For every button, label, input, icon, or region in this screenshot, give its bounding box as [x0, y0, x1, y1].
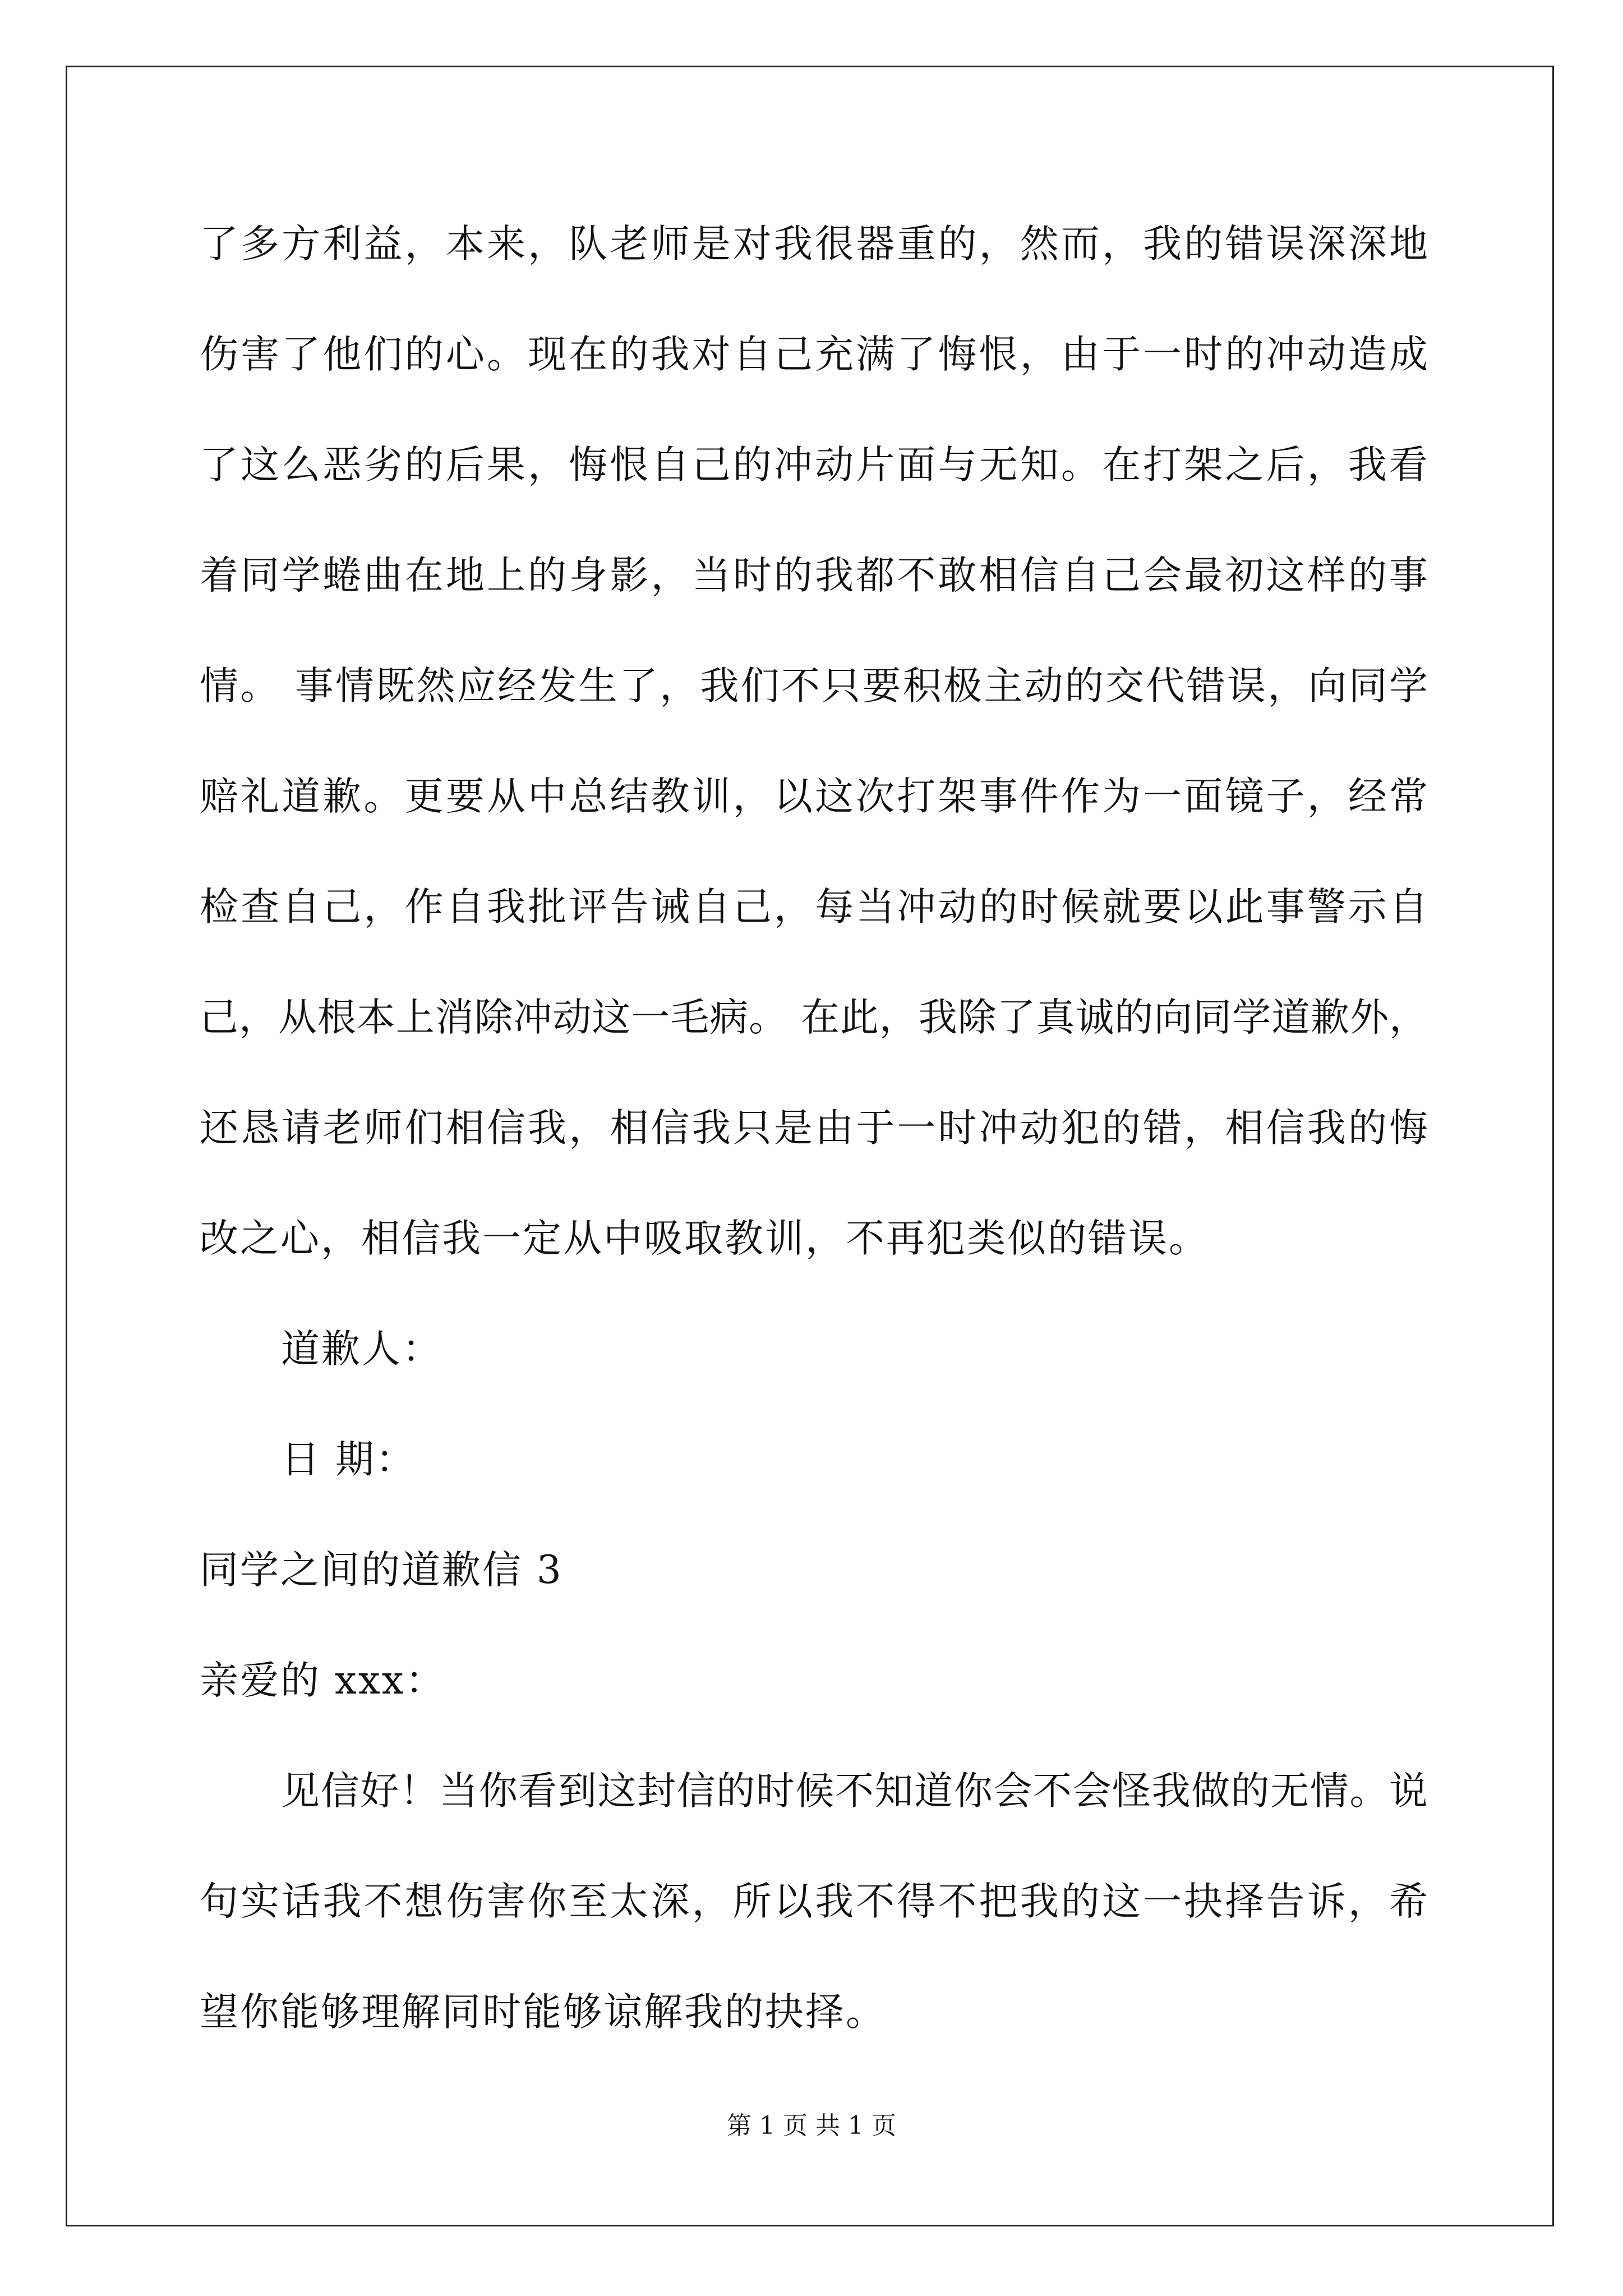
date-label: 日 期： — [281, 1437, 416, 1482]
section-title: 同学之间的道歉信 3 — [200, 1548, 563, 1593]
signature-label: 道歉人： — [281, 1327, 442, 1372]
body-line: 改之心，相信我一定从中吸取教训，不再犯类似的错误。 — [200, 1216, 1209, 1261]
body-line: 了多方利益，本来，队老师是对我很器重的，然而，我的错误深深地 — [200, 222, 1428, 266]
body-line: 着同学蜷曲在地上的身影，当时的我都不敢相信自己会最初这样的事 — [200, 553, 1428, 598]
body-line: 情。 事情既然应经发生了，我们不只要积极主动的交代错误，向同学 — [200, 664, 1428, 708]
body-line: 己，从根本上消除冲动这一毛病。 在此，我除了真诚的向同学道歉外， — [200, 995, 1428, 1040]
salutation: 亲爱的 xxx： — [200, 1658, 446, 1703]
body-line: 了这么恶劣的后果，悔恨自己的冲动片面与无知。在打架之后，我看 — [200, 443, 1428, 487]
body-line: 还恳请老师们相信我，相信我只是由于一时冲动犯的错，相信我的悔 — [200, 1106, 1428, 1151]
body-line: 检查自己，作自我批评告诫自己，每当冲动的时候就要以此事警示自 — [200, 885, 1428, 930]
page-footer: 第 1 页 共 1 页 — [727, 2111, 896, 2140]
body-line: 伤害了他们的心。现在的我对自己充满了悔恨，由于一时的冲动造成 — [200, 332, 1428, 377]
letter-line: 见信好！当你看到这封信的时候不知道你会不会怪我做的无情。说 — [281, 1769, 1428, 1814]
letter-line: 句实话我不想伤害你至太深，所以我不得不把我的这一抉择告诉，希 — [200, 1879, 1428, 1924]
body-line: 赔礼道歉。更要从中总结教训，以这次打架事件作为一面镜子，经常 — [200, 774, 1428, 819]
letter-line: 望你能够理解同时能够谅解我的抉择。 — [200, 1990, 886, 2035]
